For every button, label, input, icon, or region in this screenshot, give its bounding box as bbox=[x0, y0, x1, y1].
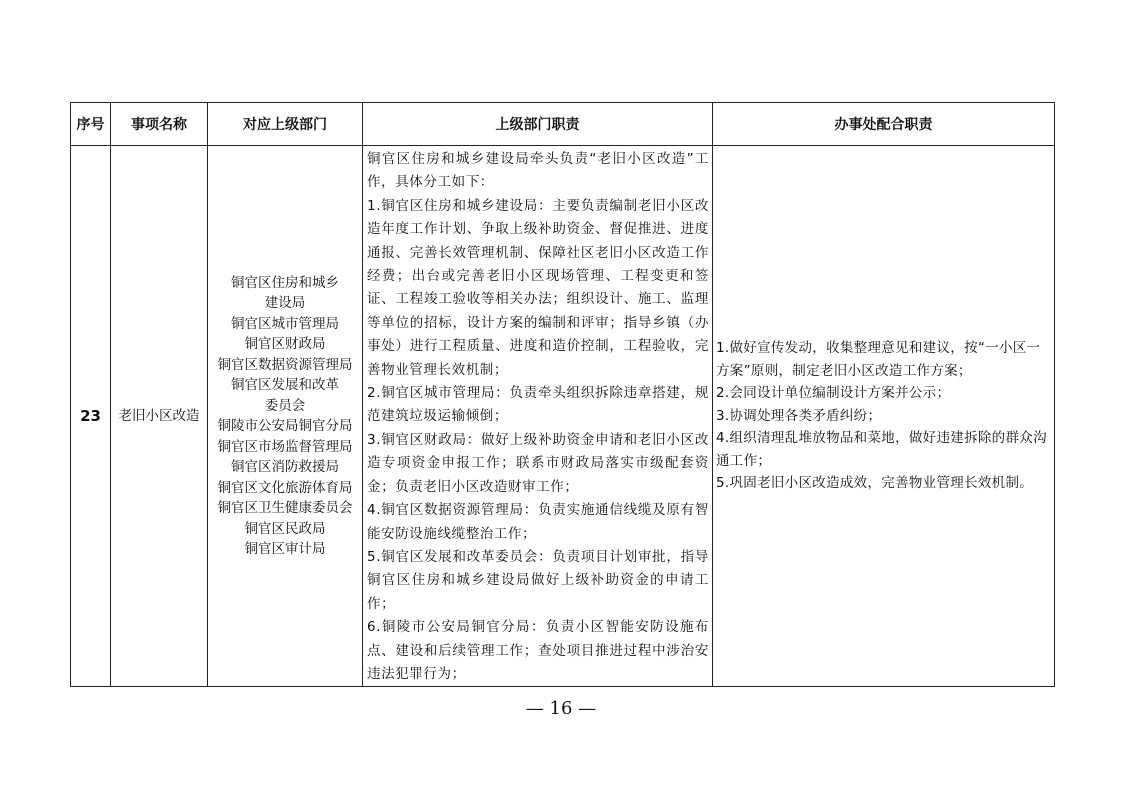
page-number: — 16 — bbox=[525, 698, 597, 719]
duty-paragraph: 5.铜官区发展和改革委员会：负责项目计划审批，指导铜官区住房和城乡建设局做好上级补助资金的申请工作； bbox=[367, 548, 709, 612]
department-line: 铜官区卫生健康委员会 bbox=[217, 500, 353, 517]
department-line: 铜官区文化旅游体育局 bbox=[217, 479, 353, 496]
header-item-name: 事项名称 bbox=[111, 103, 208, 146]
duty-paragraph: 铜官区住房和城乡建设局牵头负责“老旧小区改造”工作，具体分工如下： bbox=[367, 151, 709, 191]
duty-paragraph: 6.铜陵市公安局铜官分局：负责小区智能安防设施布点、建设和后续管理工作；查处项目推进过程中涉治安违法犯罪行为； bbox=[367, 619, 709, 682]
department-line: 铜官区住房和城乡 bbox=[231, 274, 339, 291]
department-line: 铜官区发展和改革 bbox=[231, 377, 339, 394]
header-serial-number: 序号 bbox=[71, 103, 111, 146]
row-serial-number: 23 bbox=[71, 146, 111, 687]
duty-paragraph: 4.铜官区数据资源管理局：负责实施通信线缆及原有智能安防设施线缆整治工作； bbox=[367, 502, 709, 542]
cooperation-paragraph: 4.组织清理乱堆放物品和菜地，做好违建拆除的群众沟通工作； bbox=[716, 430, 1047, 469]
row-item-name: 老旧小区改造 bbox=[111, 146, 208, 687]
cooperation-paragraph: 1.做好宣传发动，收集整理意见和建议，按“一小区一方案”原则，制定老旧小区改造工作方案； bbox=[716, 340, 1041, 379]
responsibility-table bbox=[70, 102, 1055, 687]
table-row bbox=[71, 146, 1055, 687]
department-line: 铜官区财政局 bbox=[244, 336, 326, 353]
department-line: 铜陵市公安局铜官分局 bbox=[217, 418, 353, 435]
duty-paragraph: 2.铜官区城市管理局：负责牵头组织拆除违章搭建，规范建筑垃圾运输倾倒； bbox=[367, 385, 709, 425]
department-line: 委员会 bbox=[264, 397, 306, 414]
superior-duties-cell bbox=[363, 146, 713, 687]
department-list bbox=[208, 146, 363, 687]
department-line: 建设局 bbox=[264, 295, 306, 312]
cooperation-paragraph: 5.巩固老旧小区改造成效，完善物业管理长效机制。 bbox=[716, 475, 1034, 492]
header-superior-duties: 上级部门职责 bbox=[363, 103, 713, 146]
cooperation-paragraph: 2.会同设计单位编制设计方案并公示； bbox=[716, 385, 951, 402]
duty-paragraph: 1.铜官区住房和城乡建设局：主要负责编制老旧小区改造年度工作计划、争取上级补助资金、督促推进、进度通报、完善长效管理机制、保障社区老旧小区改造工作经费；出台或完善老旧小区现场管理、工程变更和签证、工程竣工验收等相关办法；组织设计、施工、监理等单位的招标，设计方案的编制和评审；指导乡镇（办事处）进行工程质量、进度和造价控制，工程验收，完善物业管理长效机制； bbox=[367, 197, 709, 378]
department-line: 铜官区数据资源管理局 bbox=[217, 356, 353, 373]
department-line: 铜官区审计局 bbox=[244, 541, 326, 558]
header-office-cooperation-duties: 办事处配合职责 bbox=[713, 103, 1055, 146]
department-line: 铜官区城市管理局 bbox=[231, 315, 339, 332]
header-superior-department: 对应上级部门 bbox=[208, 103, 363, 146]
department-line: 铜官区民政局 bbox=[244, 520, 326, 537]
cooperation-duties-cell bbox=[713, 146, 1055, 687]
duty-paragraph: 3.铜官区财政局：做好上级补助资金申请和老旧小区改造专项资金申报工作；联系市财政局落实市级配套资金；负责老旧小区改造财审工作； bbox=[367, 431, 709, 495]
department-line: 铜官区市场监督管理局 bbox=[217, 438, 353, 455]
department-line: 铜官区消防救援局 bbox=[231, 459, 339, 476]
table-header-row bbox=[71, 103, 1055, 146]
cooperation-paragraph: 3.协调处理各类矛盾纠纷； bbox=[716, 407, 882, 424]
